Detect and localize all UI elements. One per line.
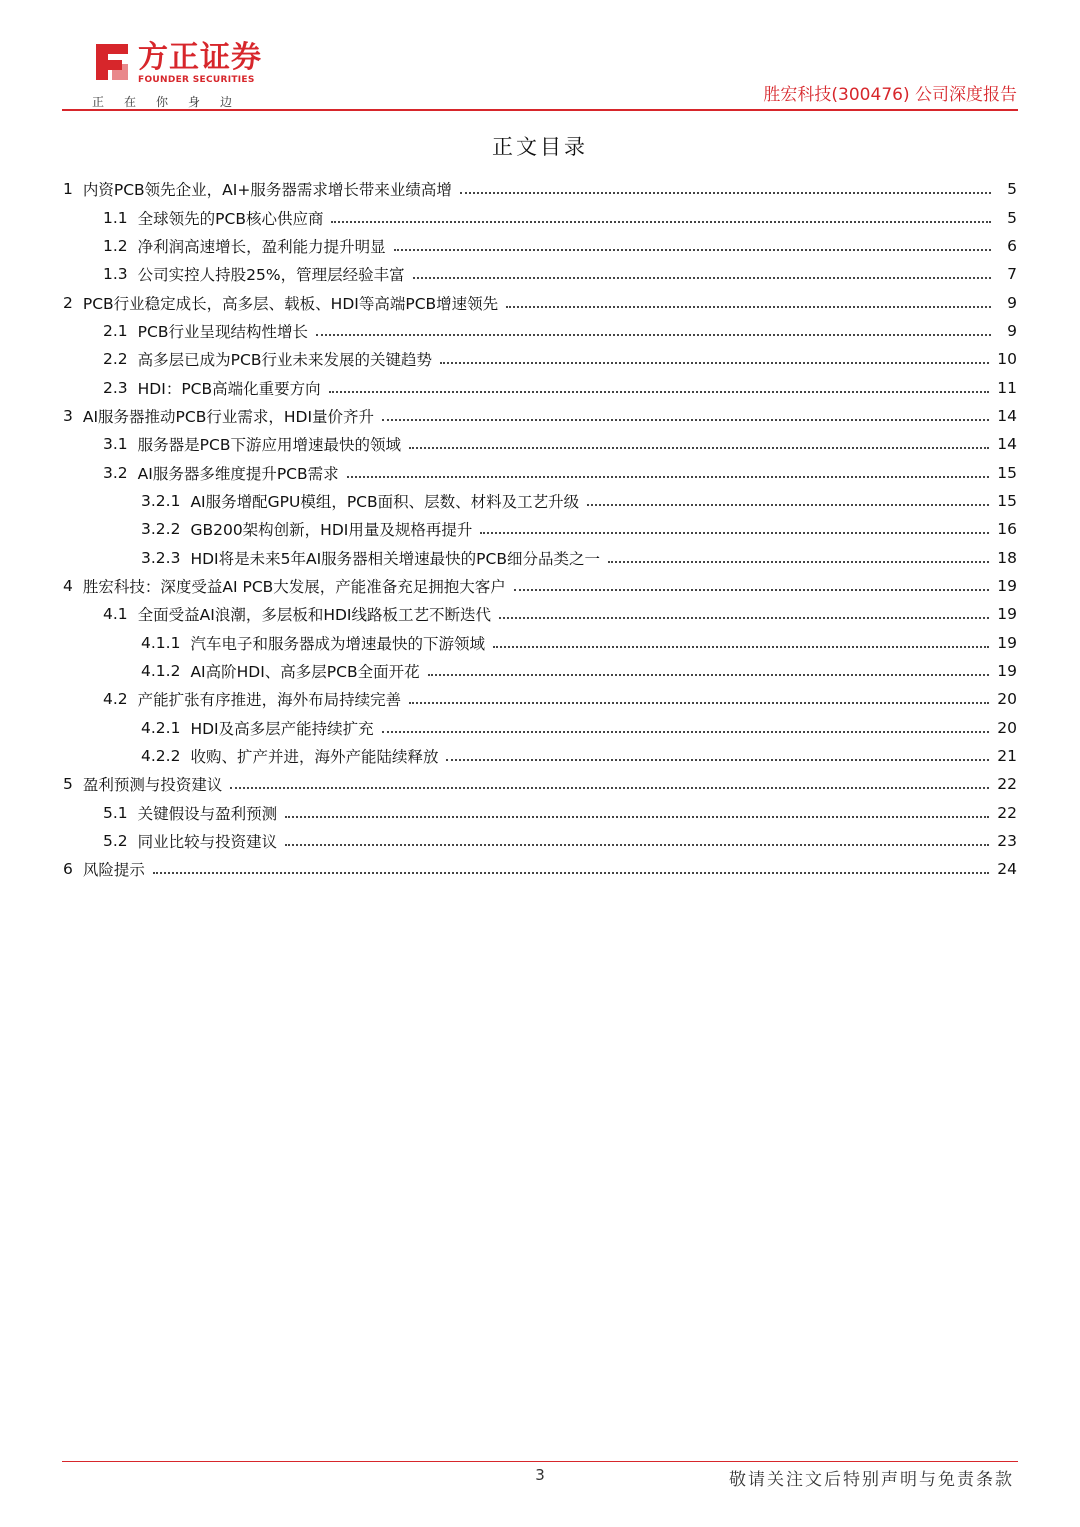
toc-leader-dots [409,429,989,449]
toc-entry[interactable] [63,855,1017,883]
toc-entry-number: 4.2.1 [141,718,181,737]
toc-entry[interactable] [63,714,1017,742]
toc-entry-number: 2 [63,293,73,312]
toc-entry-number: 4 [63,576,73,595]
toc-entry-title: 收购、扩产并进，海外产能陆续释放 [190,748,439,767]
toc-entry-number: 3.2.3 [141,548,181,567]
toc-entry-page: 10 [997,350,1017,369]
toc-entry-title: PCB行业呈现结构性增长 [137,322,308,341]
toc-entry-title: AI高阶HDI、高多层PCB全面开花 [190,663,420,682]
toc-entry[interactable] [63,657,1017,685]
toc-entry-page: 18 [997,548,1017,567]
toc-entry-title: 胜宏科技：深度受益AI PCB大发展，产能准备充足拥抱大客户 [82,577,506,596]
toc-leader-dots [382,401,989,421]
toc-entry[interactable] [63,373,1017,401]
toc-entry-page: 22 [997,803,1017,822]
toc-leader-dots [480,514,989,534]
toc-leader-dots [347,458,990,478]
toc-title: 正文目录 [492,135,588,159]
toc-entry[interactable] [63,458,1017,486]
page-number: 3 [535,1466,545,1484]
toc-entry[interactable] [63,260,1017,288]
toc-entry-number: 1 [63,180,73,199]
toc-entry-page: 16 [997,520,1017,539]
toc-entry-title: 内资PCB领先企业，AI+服务器需求增长带来业绩高增 [82,181,452,200]
toc-leader-dots [499,599,989,619]
toc-entry-page: 14 [997,435,1017,454]
toc-entry[interactable] [63,827,1017,855]
toc-entry-page: 22 [997,775,1017,794]
toc-entry-title: 产能扩张有序推进，海外布局持续完善 [137,691,402,710]
toc-entry[interactable] [63,629,1017,657]
toc-entry-page: 19 [997,662,1017,681]
toc-entry-number: 4.2.2 [141,747,181,766]
toc-entry[interactable] [63,232,1017,260]
toc-entry-page: 5 [1007,208,1017,227]
toc-leader-dots [413,259,991,279]
toc-entry[interactable] [63,175,1017,203]
toc-entry-title: 全面受益AI浪潮，多层板和HDI线路板工艺不断迭代 [137,606,491,625]
toc-leader-dots [285,798,989,818]
toc-entry-number: 3.2.2 [141,520,181,539]
toc-leader-dots [394,231,991,251]
toc-entry-page: 15 [997,491,1017,510]
toc-entry-number: 4.1.2 [141,662,181,681]
footer-divider [62,1461,1018,1462]
toc-entry-number: 2.1 [103,321,128,340]
toc-entry-number: 3.2.1 [141,491,181,510]
toc-entry-number: 3.2 [103,463,128,482]
toc-entry-page: 19 [997,576,1017,595]
toc-entry-page: 23 [997,832,1017,851]
toc-entry[interactable] [63,402,1017,430]
toc-entry[interactable] [63,288,1017,316]
toc-entry-title: 同业比较与投资建议 [137,833,278,852]
founder-logo-icon [88,40,132,84]
toc-entry-title: 服务器是PCB下游应用增速最快的领域 [137,436,401,455]
toc-entry-page: 15 [997,463,1017,482]
toc-leader-dots [382,713,990,733]
toc-entry-number: 2.3 [103,378,128,397]
toc-entry[interactable] [63,515,1017,543]
toc-entry-title: 风险提示 [82,861,145,880]
disclaimer-note: 敬请关注文后特别声明与免责条款 [729,1470,1014,1490]
toc-entry-title: HDI及高多层产能持续扩充 [190,719,374,738]
toc-entry-page: 9 [1007,293,1017,312]
toc-entry[interactable] [63,345,1017,373]
toc-entry-number: 5.1 [103,803,128,822]
toc-leader-dots [230,769,989,789]
toc-entry-number: 2.2 [103,350,128,369]
toc-entry-title: AI服务器多维度提升PCB需求 [137,464,339,483]
report-label: 胜宏科技(300476) 公司深度报告 [763,85,1017,105]
toc-leader-dots [329,373,990,393]
toc-entry-title: AI服务器推动PCB行业需求，HDI量价齐升 [82,407,375,426]
toc-leader-dots [409,684,989,704]
brand-name-en: FOUNDER SECURITIES [138,75,255,85]
toc-entry-page: 7 [1007,265,1017,284]
toc-leader-dots [446,741,989,761]
toc-entry[interactable] [63,770,1017,798]
toc-entry-page: 14 [997,406,1017,425]
toc-entry-page: 21 [997,747,1017,766]
header-divider [62,109,1018,111]
toc-entry-page: 24 [997,860,1017,879]
toc-entry-number: 1.3 [103,265,128,284]
toc-entry[interactable] [63,799,1017,827]
toc-entry-page: 9 [1007,321,1017,340]
toc-entry-page: 11 [997,378,1017,397]
toc-entry-page: 19 [997,605,1017,624]
toc-leader-dots [460,174,991,194]
toc-leader-dots [506,288,991,308]
brand-slogan: 正在你身边 [92,95,253,109]
toc-entry-number: 5 [63,775,73,794]
toc-entry[interactable] [63,487,1017,515]
toc-entry-number: 1.1 [103,208,128,227]
toc-leader-dots [316,316,991,336]
toc-leader-dots [331,203,991,223]
toc-entry[interactable] [63,203,1017,231]
toc-entry-number: 4.1 [103,605,128,624]
toc-entry[interactable] [63,685,1017,713]
toc-entry[interactable] [63,543,1017,571]
toc-entry-title: 全球领先的PCB核心供应商 [137,209,324,228]
toc-entry-title: 汽车电子和服务器成为增速最快的下游领域 [190,634,485,653]
toc-entry-number: 1.2 [103,236,128,255]
toc-entry[interactable] [63,600,1017,628]
table-of-contents [63,175,1017,884]
toc-entry-number: 3 [63,406,73,425]
toc-entry-title: GB200架构创新，HDI用量及规格再提升 [190,521,473,540]
toc-entry-number: 4.2 [103,690,128,709]
toc-entry-number: 4.1.1 [141,633,181,652]
toc-leader-dots [153,854,989,874]
toc-entry-title: HDI：PCB高端化重要方向 [137,379,321,398]
toc-entry-title: AI服务增配GPU模组，PCB面积、层数、材料及工艺升级 [190,492,580,511]
toc-entry-page: 20 [997,718,1017,737]
brand-name-cn: 方正证券 [138,40,262,75]
toc-leader-dots [428,656,990,676]
toc-leader-dots [440,344,989,364]
toc-entry[interactable] [63,430,1017,458]
toc-leader-dots [608,543,989,563]
toc-entry-number: 3.1 [103,435,128,454]
toc-entry-page: 6 [1007,236,1017,255]
toc-leader-dots [587,486,989,506]
toc-entry[interactable] [63,572,1017,600]
toc-entry-title: PCB行业稳定成长，高多层、载板、HDI等高端PCB增速领先 [82,294,499,313]
toc-entry-title: 盈利预测与投资建议 [82,776,223,795]
toc-entry-title: 高多层已成为PCB行业未来发展的关键趋势 [137,351,432,370]
toc-leader-dots [493,628,989,648]
toc-entry-page: 20 [997,690,1017,709]
toc-entry-title: 公司实控人持股25%，管理层经验丰富 [137,266,405,285]
toc-entry-page: 5 [1007,180,1017,199]
toc-entry-title: 关键假设与盈利预测 [137,804,278,823]
toc-entry-title: HDI将是未来5年AI服务器相关增速最快的PCB细分品类之一 [190,549,600,568]
toc-entry[interactable] [63,317,1017,345]
toc-entry[interactable] [63,742,1017,770]
toc-leader-dots [514,571,989,591]
toc-leader-dots [285,826,989,846]
toc-entry-number: 6 [63,860,73,879]
toc-entry-number: 5.2 [103,832,128,851]
toc-entry-title: 净利润高速增长，盈利能力提升明显 [137,237,386,256]
toc-entry-page: 19 [997,633,1017,652]
